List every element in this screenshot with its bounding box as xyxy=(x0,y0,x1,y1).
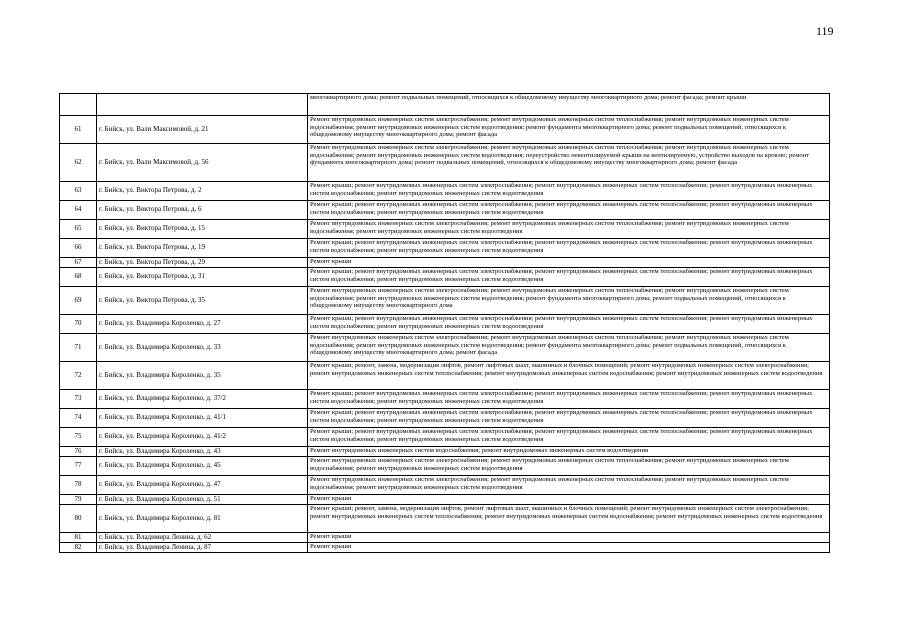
table-row xyxy=(60,505,830,533)
row-works: многоквартирного дома; ремонт подвальных помещений, относящихся к общедомовому имуществу многоквартирного дома; ремонт фасада; ремонт крыши xyxy=(308,94,830,116)
row-address: г. Бийск, ул. Виктора Петрова, д. 29 xyxy=(97,258,308,268)
row-address: г. Бийск, ул. Владимира Короленко, д. 35 xyxy=(97,362,308,390)
row-address: г. Бийск, ул. Виктора Петрова, д. 31 xyxy=(97,268,308,287)
row-number: 63 xyxy=(60,182,97,201)
row-works: Ремонт крыши; ремонт внутридомовых инженерных систем электроснабжения; ремонт внутридомовых инженерных систем теплоснабжения; ремонт внутридомовых инженерных систем водоснабжения; ремонт внутридомовых инженерных систем водоотведения xyxy=(308,201,830,220)
row-works: Ремонт крыши; ремонт внутридомовых инженерных систем электроснабжения; ремонт внутридомовых инженерных систем теплоснабжения; ремонт внутридомовых инженерных систем водоснабжения; ремонт внутридомовых инженерных систем водоотведения xyxy=(308,268,830,287)
row-works: Ремонт внутридомовых инженерных систем электроснабжения; ремонт внутридомовых инженерных систем теплоснабжения; ремонт внутридомовых инженерных систем водоснабжения; ремонт внутридомовых инженерных систем водоотведения xyxy=(308,457,830,476)
row-number: 69 xyxy=(60,287,97,315)
table-row xyxy=(60,94,830,116)
row-address: г. Бийск, ул. Владимира Короленко, д. 37/2 xyxy=(97,390,308,409)
row-number: 64 xyxy=(60,201,97,220)
row-works: Ремонт крыши; ремонт, замена, модернизация лифтов, ремонт лифтовых шахт, машинных и блочных помещений; ремонт внутридомовых инженерных систем электроснабжения; ремонт внутридомовых инженерных систем теплоснабжения; ремонт внутридомовых инженерных систем водоснабжения; ремонт внутридомовых инженерных систем водоотведения xyxy=(308,362,830,390)
row-number: 76 xyxy=(60,447,97,457)
row-address: г. Бийск, ул. Владимира Короленко, д. 45 xyxy=(97,457,308,476)
row-address: г. Бийск, ул. Владимира Короленко, д. 41/2 xyxy=(97,428,308,447)
row-address: г. Бийск, ул. Вали Максимовой, д. 21 xyxy=(97,116,308,144)
row-works: Ремонт крыши; ремонт внутридомовых инженерных систем электроснабжения; ремонт внутридомовых инженерных систем теплоснабжения; ремонт внутридомовых инженерных систем водоснабжения; ремонт внутридомовых инженерных систем водоотведения xyxy=(308,239,830,258)
row-works: Ремонт крыши; ремонт внутридомовых инженерных систем электроснабжения; ремонт внутридомовых инженерных систем теплоснабжения; ремонт внутридомовых инженерных систем водоснабжения; ремонт внутридомовых инженерных систем водоотведения xyxy=(308,428,830,447)
row-works: Ремонт крыши xyxy=(308,543,830,553)
table-row xyxy=(60,428,830,447)
row-number: 72 xyxy=(60,362,97,390)
row-works: Ремонт крыши; ремонт, замена, модернизация лифтов, ремонт лифтовых шахт, машинных и блочных помещений; ремонт внутридомовых инженерных систем электроснабжения; ремонт внутридомовых инженерных систем теплоснабжения; ремонт внутридомовых инженерных систем водоснабжения; ремонт внутридомовых инженерных систем водоотведения xyxy=(308,505,830,533)
row-number: 68 xyxy=(60,268,97,287)
table-row xyxy=(60,334,830,362)
row-works: Ремонт внутридомовых инженерных систем электроснабжения; ремонт внутридомовых инженерных систем теплоснабжения; ремонт внутридомовых инженерных систем водоснабжения; ремонт внутридомовых инженерных систем водоотведения; ремонт фундамента многоквартирного дома; ремонт подвальных помещений, относящихся к общедомовому имуществу многоквартирного дома; ремонт фасада xyxy=(308,116,830,144)
row-number: 67 xyxy=(60,258,97,268)
table-row xyxy=(60,144,830,182)
row-works: Ремонт крыши; ремонт внутридомовых инженерных систем электроснабжения; ремонт внутридомовых инженерных систем теплоснабжения; ремонт внутридомовых инженерных систем водоснабжения; ремонт внутридомовых инженерных систем водоотведения xyxy=(308,182,830,201)
row-address: г. Бийск, ул. Владимира Короленко, д. 33 xyxy=(97,334,308,362)
row-works: Ремонт крыши xyxy=(308,258,830,268)
row-address: г. Бийск, ул. Вали Максимовой, д. 56 xyxy=(97,144,308,182)
row-number: 82 xyxy=(60,543,97,553)
table-row xyxy=(60,447,830,457)
row-number: 78 xyxy=(60,476,97,495)
row-works: Ремонт внутридомовых инженерных систем электроснабжения; ремонт внутридомовых инженерных систем теплоснабжения; ремонт внутридомовых инженерных систем водоснабжения; ремонт внутридомовых инженерных систем водоотведения; переустройство невентилируемой крыши на вентилируемую, устройство выходов на кровлю; ремонт фундамента многоквартирного дома; ремонт подвальных помещений, относящихся к общедомовому имуществу многоквартирного дома; ремонт фасада xyxy=(308,144,830,182)
page-number: 119 xyxy=(816,24,834,38)
row-number: 71 xyxy=(60,334,97,362)
row-address: г. Бийск, ул. Виктора Петрова, д. 19 xyxy=(97,239,308,258)
table-row xyxy=(60,476,830,495)
row-number: 66 xyxy=(60,239,97,258)
row-number: 65 xyxy=(60,220,97,239)
row-address: г. Бийск, ул. Владимира Ленина, д. 87 xyxy=(97,543,308,553)
row-works: Ремонт крыши xyxy=(308,533,830,543)
table-row xyxy=(60,287,830,315)
row-address: г. Бийск, ул. Владимира Короленко, д. 47 xyxy=(97,476,308,495)
housing-repair-table xyxy=(59,93,830,553)
row-address: г. Бийск, ул. Виктора Петрова, д. 6 xyxy=(97,201,308,220)
row-works: Ремонт внутридомовых инженерных систем электроснабжения; ремонт внутридомовых инженерных систем теплоснабжения; ремонт внутридомовых инженерных систем водоснабжения; ремонт внутридомовых инженерных систем водоотведения xyxy=(308,476,830,495)
table-row xyxy=(60,362,830,390)
row-address: г. Бийск, ул. Виктора Петрова, д. 15 xyxy=(97,220,308,239)
table-row xyxy=(60,409,830,428)
row-address: г. Бийск, ул. Владимира Короленко, д. 41/1 xyxy=(97,409,308,428)
table-row xyxy=(60,239,830,258)
table-row xyxy=(60,390,830,409)
row-address xyxy=(97,94,308,116)
row-works: Ремонт крыши; ремонт внутридомовых инженерных систем электроснабжения; ремонт внутридомовых инженерных систем теплоснабжения; ремонт внутридомовых инженерных систем водоснабжения; ремонт внутридомовых инженерных систем водоотведения xyxy=(308,390,830,409)
row-number xyxy=(60,94,97,116)
row-works: Ремонт крыши; ремонт внутридомовых инженерных систем электроснабжения; ремонт внутридомовых инженерных систем теплоснабжения; ремонт внутридомовых инженерных систем водоснабжения; ремонт внутридомовых инженерных систем водоотведения xyxy=(308,315,830,334)
row-address: г. Бийск, ул. Владимира Ленина, д. 62 xyxy=(97,533,308,543)
table-row xyxy=(60,116,830,144)
row-works: Ремонт крыши xyxy=(308,495,830,505)
row-address: г. Бийск, ул. Виктора Петрова, д. 35 xyxy=(97,287,308,315)
row-number: 62 xyxy=(60,144,97,182)
row-number: 75 xyxy=(60,428,97,447)
row-number: 61 xyxy=(60,116,97,144)
table-row xyxy=(60,315,830,334)
table-row xyxy=(60,533,830,543)
table-row xyxy=(60,258,830,268)
row-number: 70 xyxy=(60,315,97,334)
table-row xyxy=(60,268,830,287)
row-address: г. Бийск, ул. Владимира Короленко, д. 43 xyxy=(97,447,308,457)
row-number: 80 xyxy=(60,505,97,533)
row-works: Ремонт внутридомовых инженерных систем водоснабжения; ремонт внутридомовых инженерных систем водоотведения xyxy=(308,447,830,457)
row-address: г. Бийск, ул. Владимира Короленко, д. 81 xyxy=(97,505,308,533)
row-number: 74 xyxy=(60,409,97,428)
row-works: Ремонт внутридомовых инженерных систем электроснабжения; ремонт внутридомовых инженерных систем теплоснабжения; ремонт внутридомовых инженерных систем водоснабжения; ремонт внутридомовых инженерных систем водоотведения xyxy=(308,220,830,239)
row-works: Ремонт крыши; ремонт внутридомовых инженерных систем электроснабжения; ремонт внутридомовых инженерных систем теплоснабжения; ремонт внутридомовых инженерных систем водоснабжения; ремонт внутридомовых инженерных систем водоотведения xyxy=(308,409,830,428)
row-works: Ремонт внутридомовых инженерных систем электроснабжения; ремонт внутридомовых инженерных систем теплоснабжения; ремонт внутридомовых инженерных систем водоснабжения; ремонт внутридомовых инженерных систем водоотведения; ремонт фундамента многоквартирного дома; ремонт подвальных помещений, относящихся к общедомовому имуществу многоквартирного дома xyxy=(308,287,830,315)
table-body xyxy=(60,94,830,553)
table-row xyxy=(60,543,830,553)
row-address: г. Бийск, ул. Владимира Короленко, д. 51 xyxy=(97,495,308,505)
row-number: 81 xyxy=(60,533,97,543)
row-address: г. Бийск, ул. Виктора Петрова, д. 2 xyxy=(97,182,308,201)
row-works: Ремонт внутридомовых инженерных систем электроснабжения; ремонт внутридомовых инженерных систем теплоснабжения; ремонт внутридомовых инженерных систем водоснабжения; ремонт внутридомовых инженерных систем водоотведения; ремонт фундамента многоквартирного дома; ремонт подвальных помещений, относящихся к общедомовому имуществу многоквартирного дома; ремонт фасада xyxy=(308,334,830,362)
table-row xyxy=(60,220,830,239)
table-row xyxy=(60,201,830,220)
table-row xyxy=(60,495,830,505)
row-address: г. Бийск, ул. Владимира Короленко, д. 27 xyxy=(97,315,308,334)
row-number: 73 xyxy=(60,390,97,409)
row-number: 77 xyxy=(60,457,97,476)
table-row xyxy=(60,457,830,476)
row-number: 79 xyxy=(60,495,97,505)
table-row xyxy=(60,182,830,201)
